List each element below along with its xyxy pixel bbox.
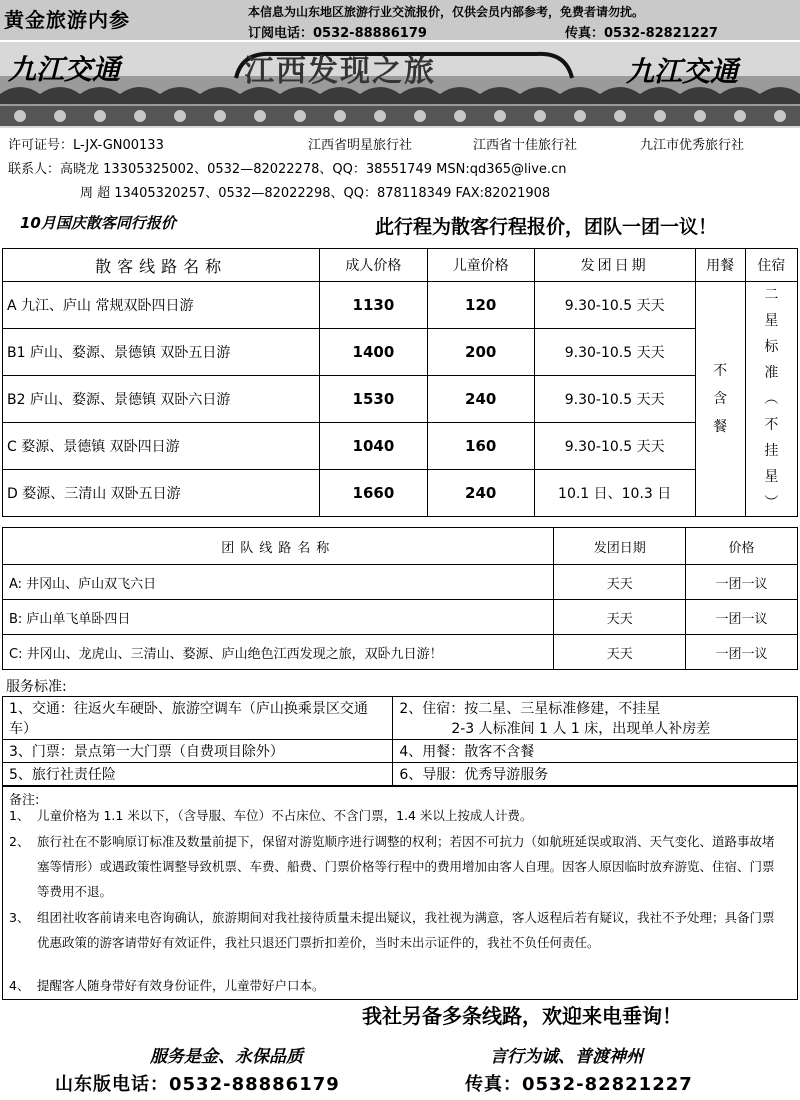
contact-line-2: 周 超 13405320257、0532—82022298、QQ：878118349 FAX:82021908 (80, 186, 551, 201)
column-header: 住宿 (745, 249, 797, 282)
lodging-char: 星 (764, 313, 779, 329)
header-notice: 本信息为山东地区旅游行业交流报价，仅供会员内部参考，免费者请勿扰。 (248, 5, 645, 19)
service-item-text: 2-3 人标准间 1 人 1 床，出现单人补房差 (451, 721, 711, 737)
slogan-right: 言行为诚、普渡神州 (490, 1047, 643, 1067)
child-price: 240 (427, 376, 534, 423)
departure-date: 10.1 日、10.3 日 (534, 470, 695, 517)
route-name: B: 庐山单飞单卧四日 (3, 600, 554, 635)
table-row (3, 697, 798, 740)
agency-2: 江西省十佳旅行社 (473, 138, 578, 153)
table-row (3, 423, 798, 470)
table-header-row (3, 249, 798, 282)
lodging-char: 标 (764, 339, 779, 355)
banner (0, 42, 800, 128)
departure-date: 9.30-10.5 天天 (534, 282, 695, 329)
column-header: 发团日期 (534, 249, 695, 282)
departure-date: 9.30-10.5 天天 (534, 376, 695, 423)
child-price: 240 (427, 470, 534, 517)
note-item (9, 973, 777, 998)
lodging-char: 挂 (764, 443, 779, 459)
column-header: 散客线路名称 (3, 249, 320, 282)
table-row (3, 635, 798, 670)
service-item: 3、门票：景点第一大门票（自费项目除外） (3, 740, 393, 763)
table-header-row (3, 528, 798, 565)
note-item (9, 803, 777, 828)
banner-right-text: 九江交通 (626, 55, 739, 88)
note-text: 旅行社在不影响原订标准及数量前提下，保留对游览顺序进行调整的权利；若因不可抗力（如航班延误或取消、天气变化、道路事故堵塞等情形）或遇政策性调整导致机票、车费、船费、门票价格等行程中的费用增加由客人自理。因客人原因临时放弃游览、住宿、门票等费用不退。 (37, 834, 775, 899)
note-text: 儿童价格为 1.1 米以下，（含导服、车位）不占床位、不含门票，1.4 米以上按成人计费。 (37, 808, 533, 823)
brand-title: 黄金旅游内参 (4, 8, 130, 32)
group-routes-table (2, 527, 798, 670)
service-item-text: 2、住宿：按二星、三星标准修建，不挂星 (399, 701, 661, 717)
table-row (3, 740, 798, 763)
service-table (2, 696, 798, 786)
column-header: 价格 (686, 528, 798, 565)
adult-price: 1400 (320, 329, 427, 376)
column-header: 用餐 (695, 249, 745, 282)
adult-price: 1040 (320, 423, 427, 470)
departure-date: 天天 (554, 635, 686, 670)
lodging-char: 星 (764, 469, 779, 485)
column-header: 儿童价格 (427, 249, 534, 282)
slogan-left: 服务是金、永保品质 (150, 1047, 303, 1067)
departure-date: 天天 (554, 600, 686, 635)
child-price: 120 (427, 282, 534, 329)
column-header: 发团日期 (554, 528, 686, 565)
route-name: B2 庐山、婺源、景德镇 双卧六日游 (3, 376, 320, 423)
offer-note: 此行程为散客行程报价，团队一团一议！ (375, 216, 718, 238)
lodging-char: 不 (764, 417, 779, 433)
table-row (3, 282, 798, 329)
departure-date: 天天 (554, 565, 686, 600)
column-header: 成人价格 (320, 249, 427, 282)
table-row (3, 470, 798, 517)
adult-price: 1530 (320, 376, 427, 423)
column-header: 团队线路名称 (3, 528, 554, 565)
table-row (3, 329, 798, 376)
note-item (9, 905, 777, 955)
adult-price: 1130 (320, 282, 427, 329)
lodging-char: ︶ (764, 495, 779, 511)
lodging-char: 准 (764, 365, 779, 381)
lodging-cell (745, 282, 797, 517)
table-row (3, 763, 798, 786)
notes-section (2, 786, 798, 1000)
route-name: A 九江、庐山 常规双卧四日游 (3, 282, 320, 329)
agency-3: 九江市优秀旅行社 (640, 138, 745, 153)
banner-title: 江西发现之旅 (244, 54, 436, 89)
child-price: 200 (427, 329, 534, 376)
service-heading: 服务标准: (6, 679, 67, 695)
agency-1: 江西省明星旅行社 (308, 138, 413, 153)
adult-price: 1660 (320, 470, 427, 517)
footer-fax: 传真：0532-82821227 (465, 1074, 693, 1095)
route-name: C 婺源、景德镇 双卧四日游 (3, 423, 320, 470)
route-name: D 婺源、三清山 双卧五日游 (3, 470, 320, 517)
meal-char: 不 (713, 363, 728, 379)
note-number: 1、 (9, 808, 30, 823)
notes-label: 备注: (9, 793, 40, 808)
lodging-char: 二 (764, 287, 779, 303)
table-row (3, 565, 798, 600)
individual-routes-table (2, 248, 798, 517)
route-name: A: 井冈山、庐山双飞六日 (3, 565, 554, 600)
service-item: 4、用餐：散客不含餐 (393, 740, 798, 763)
child-price: 160 (427, 423, 534, 470)
price: 一团一议 (686, 600, 798, 635)
subscription-phone: 订阅电话：0532-88886179 (248, 26, 427, 41)
meal-cell (695, 282, 745, 517)
banner-left-text: 九江交通 (8, 53, 121, 86)
note-number: 2、 (9, 834, 30, 849)
price: 一团一议 (686, 635, 798, 670)
meal-char: 餐 (713, 419, 728, 435)
service-item: 6、导服：优秀导游服务 (393, 763, 798, 786)
route-name: B1 庐山、婺源、景德镇 双卧五日游 (3, 329, 320, 376)
service-item: 1、交通：往返火车硬卧、旅游空调车（庐山换乘景区交通车） (3, 697, 393, 740)
table-row (3, 376, 798, 423)
contact-line-1: 联系人：高晓龙 13305325002、0532—82022278、QQ：38551749 MSN:qd365@live.cn (8, 162, 567, 177)
footer-invitation: 我社另备多条线路，欢迎来电垂询！ (362, 1004, 682, 1028)
note-item (9, 829, 777, 904)
table-row (3, 600, 798, 635)
header-fax: 传真：0532-82821227 (565, 26, 718, 41)
price: 一团一议 (686, 565, 798, 600)
departure-date: 9.30-10.5 天天 (534, 329, 695, 376)
note-number: 3、 (9, 910, 30, 925)
route-name: C: 井冈山、龙虎山、三清山、婺源、庐山绝色江西发现之旅，双卧九日游！ (3, 635, 554, 670)
service-item: 5、旅行社责任险 (3, 763, 393, 786)
lodging-char: ︵ (764, 391, 779, 407)
note-text: 组团社收客前请来电咨询确认，旅游期间对我社接待质量未提出疑议，我社视为满意，客人返程后若有疑议，我社不予处理；具备门票优惠政策的游客请带好有效证件，我社只退还门票折扣差价，当时未出示证件的，我社不负任何责任。 (37, 910, 775, 950)
meal-char: 含 (713, 391, 728, 407)
footer-phone: 山东版电话：0532-88886179 (55, 1074, 340, 1095)
departure-date: 9.30-10.5 天天 (534, 423, 695, 470)
offer-subtitle: 10月国庆散客同行报价 (20, 214, 176, 232)
license-number: 许可证号：L-JX-GN00133 (8, 138, 164, 153)
note-text: 提醒客人随身带好有效身份证件，儿童带好户口本。 (37, 978, 325, 993)
note-number: 4、 (9, 978, 30, 993)
service-item (393, 697, 798, 740)
